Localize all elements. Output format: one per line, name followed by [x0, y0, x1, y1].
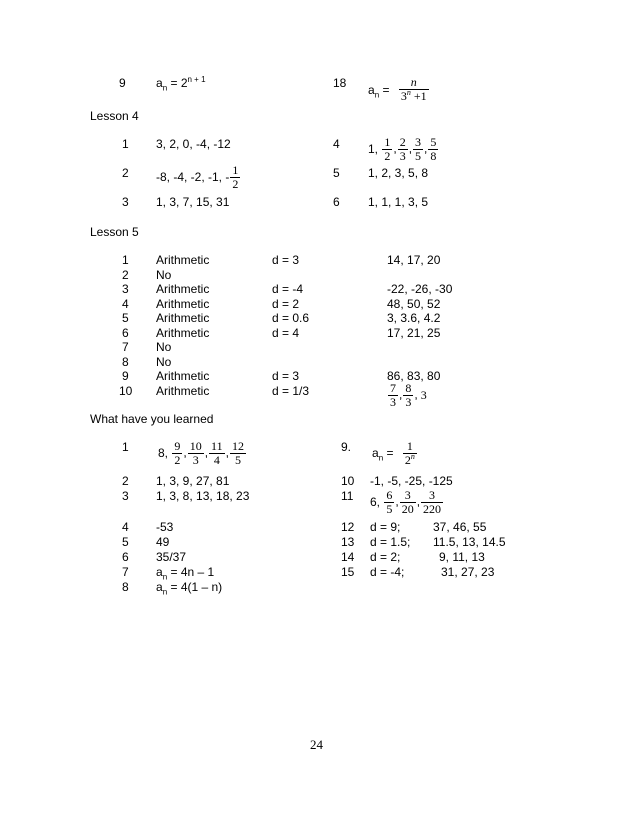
formula: $a_n = 4n - 1$ — [156, 565, 215, 582]
row-terms: 17, 21, 25 — [387, 326, 441, 340]
item-number: 12 — [341, 520, 355, 534]
item-number: 3 — [122, 195, 129, 209]
item-number: 6 — [122, 550, 129, 564]
item-number: 6 — [333, 195, 340, 209]
row-difference: d = 4 — [272, 326, 300, 340]
row-type: Arithmetic — [156, 282, 210, 296]
item-number: 13 — [341, 535, 355, 549]
row-difference: d = 1/3 — [272, 384, 310, 398]
answer: 3, 2, 0, -4, -12 — [156, 137, 231, 151]
row-difference: d = 2 — [272, 297, 300, 311]
row-type: Arithmetic — [156, 297, 210, 311]
row-number: 8 — [122, 355, 129, 369]
answer-fractions: 1, $\frac{1}{2}$ , $\frac{2}{3}$ , $\frac{3}{5}$ , $\frac{5}{8}$ — [368, 135, 437, 163]
answer: -53 — [156, 520, 174, 534]
item-number: 5 — [122, 535, 129, 549]
row-number: 6 — [122, 326, 129, 340]
answer-d: d = 1.5; — [370, 535, 411, 549]
row-number: 10 — [119, 384, 133, 398]
row-number: 1 — [122, 253, 129, 267]
row-terms: 86, 83, 80 — [387, 369, 441, 383]
answer-terms: 9, 11, 13 — [439, 550, 485, 564]
item-number: 14 — [341, 550, 355, 564]
answer-fractions: 8, $\frac{9}{2}$ , $\frac{10}{3}$ , $\frac{11}{4}$ , $\frac{12}{5}$ — [158, 439, 244, 467]
answer: 1, 1, 1, 3, 5 — [368, 195, 429, 209]
item-number: 15 — [341, 565, 355, 579]
row-terms: 48, 50, 52 — [387, 297, 441, 311]
answer-fractions: 6, $\frac{6}{5}$ , $\frac{3}{20}$ , $\frac{3}{220}$ — [370, 488, 442, 516]
answer-terms: 11.5, 13, 14.5 — [433, 535, 506, 549]
item-number: 18 — [333, 76, 347, 90]
row-number: 7 — [122, 340, 129, 354]
row-number: 4 — [122, 297, 129, 311]
formula: $a_n = 4(1 - n)$ — [156, 580, 223, 597]
row-difference: d = 3 — [272, 369, 300, 383]
row-difference: d = 0.6 — [272, 311, 310, 325]
row-number: 3 — [122, 282, 129, 296]
item-number: 3 — [122, 489, 129, 503]
answer: 35/37 — [156, 550, 187, 564]
item-number: 10 — [341, 474, 355, 488]
row-type: Arithmetic — [156, 311, 210, 325]
row-terms: -22, -26, -30 — [387, 282, 453, 296]
item-number: 4 — [333, 137, 340, 151]
answer: 49 — [156, 535, 170, 549]
section-title: What have you learned — [90, 412, 214, 426]
answer-fractions: $\frac{7}{3}$ , $\frac{8}{3}$ , 3 — [390, 381, 427, 409]
answer-terms: 37, 46, 55 — [433, 520, 487, 534]
item-number: 9. — [341, 440, 352, 454]
item-number: 9 — [119, 76, 126, 90]
row-terms: 3, 3.6, 4.2 — [387, 311, 441, 325]
answer: -8, -4, -2, -1, - $\frac{1}{2}$ — [156, 163, 239, 191]
row-type: Arithmetic — [156, 326, 210, 340]
row-type: Arithmetic — [156, 369, 210, 383]
row-type: No — [156, 355, 172, 369]
page-number: 24 — [310, 737, 323, 752]
item-number: 4 — [122, 520, 129, 534]
formula: $a_n$ = $\frac{1}{2^n}$ — [372, 439, 415, 467]
item-number: 2 — [122, 474, 129, 488]
formula-18: $a_n$ = $\frac{n}{3^n +1}$ — [368, 75, 427, 103]
answer: 1, 3, 8, 13, 18, 23 — [156, 489, 250, 503]
item-number: 8 — [122, 580, 129, 594]
item-number: 2 — [122, 166, 129, 180]
item-number: 5 — [333, 166, 340, 180]
answer-terms: 31, 27, 23 — [441, 565, 495, 579]
answer-d: d = -4; — [370, 565, 405, 579]
row-number: 9 — [122, 369, 129, 383]
row-type: No — [156, 340, 172, 354]
item-number: 7 — [122, 565, 129, 579]
answer-d: d = 2; — [370, 550, 401, 564]
item-number: 11 — [341, 489, 354, 503]
answer: -1, -5, -25, -125 — [370, 474, 453, 488]
answer-d: d = 9; — [370, 520, 401, 534]
row-difference: d = 3 — [272, 253, 300, 267]
row-number: 5 — [122, 311, 129, 325]
row-number: 2 — [122, 268, 129, 282]
item-number: 1 — [122, 440, 129, 454]
answer: 1, 3, 9, 27, 81 — [156, 474, 230, 488]
row-type: Arithmetic — [156, 384, 210, 398]
section-title: Lesson 5 — [90, 225, 139, 239]
row-type: No — [156, 268, 172, 282]
row-difference: d = -4 — [272, 282, 304, 296]
answer: 1, 2, 3, 5, 8 — [368, 166, 429, 180]
row-terms: 14, 17, 20 — [387, 253, 441, 267]
section-title: Lesson 4 — [90, 109, 139, 123]
row-type: Arithmetic — [156, 253, 210, 267]
answer: 1, 3, 7, 15, 31 — [156, 195, 230, 209]
formula-9: $a_n = 2^{n + 1}$ — [156, 75, 206, 93]
item-number: 1 — [122, 137, 129, 151]
